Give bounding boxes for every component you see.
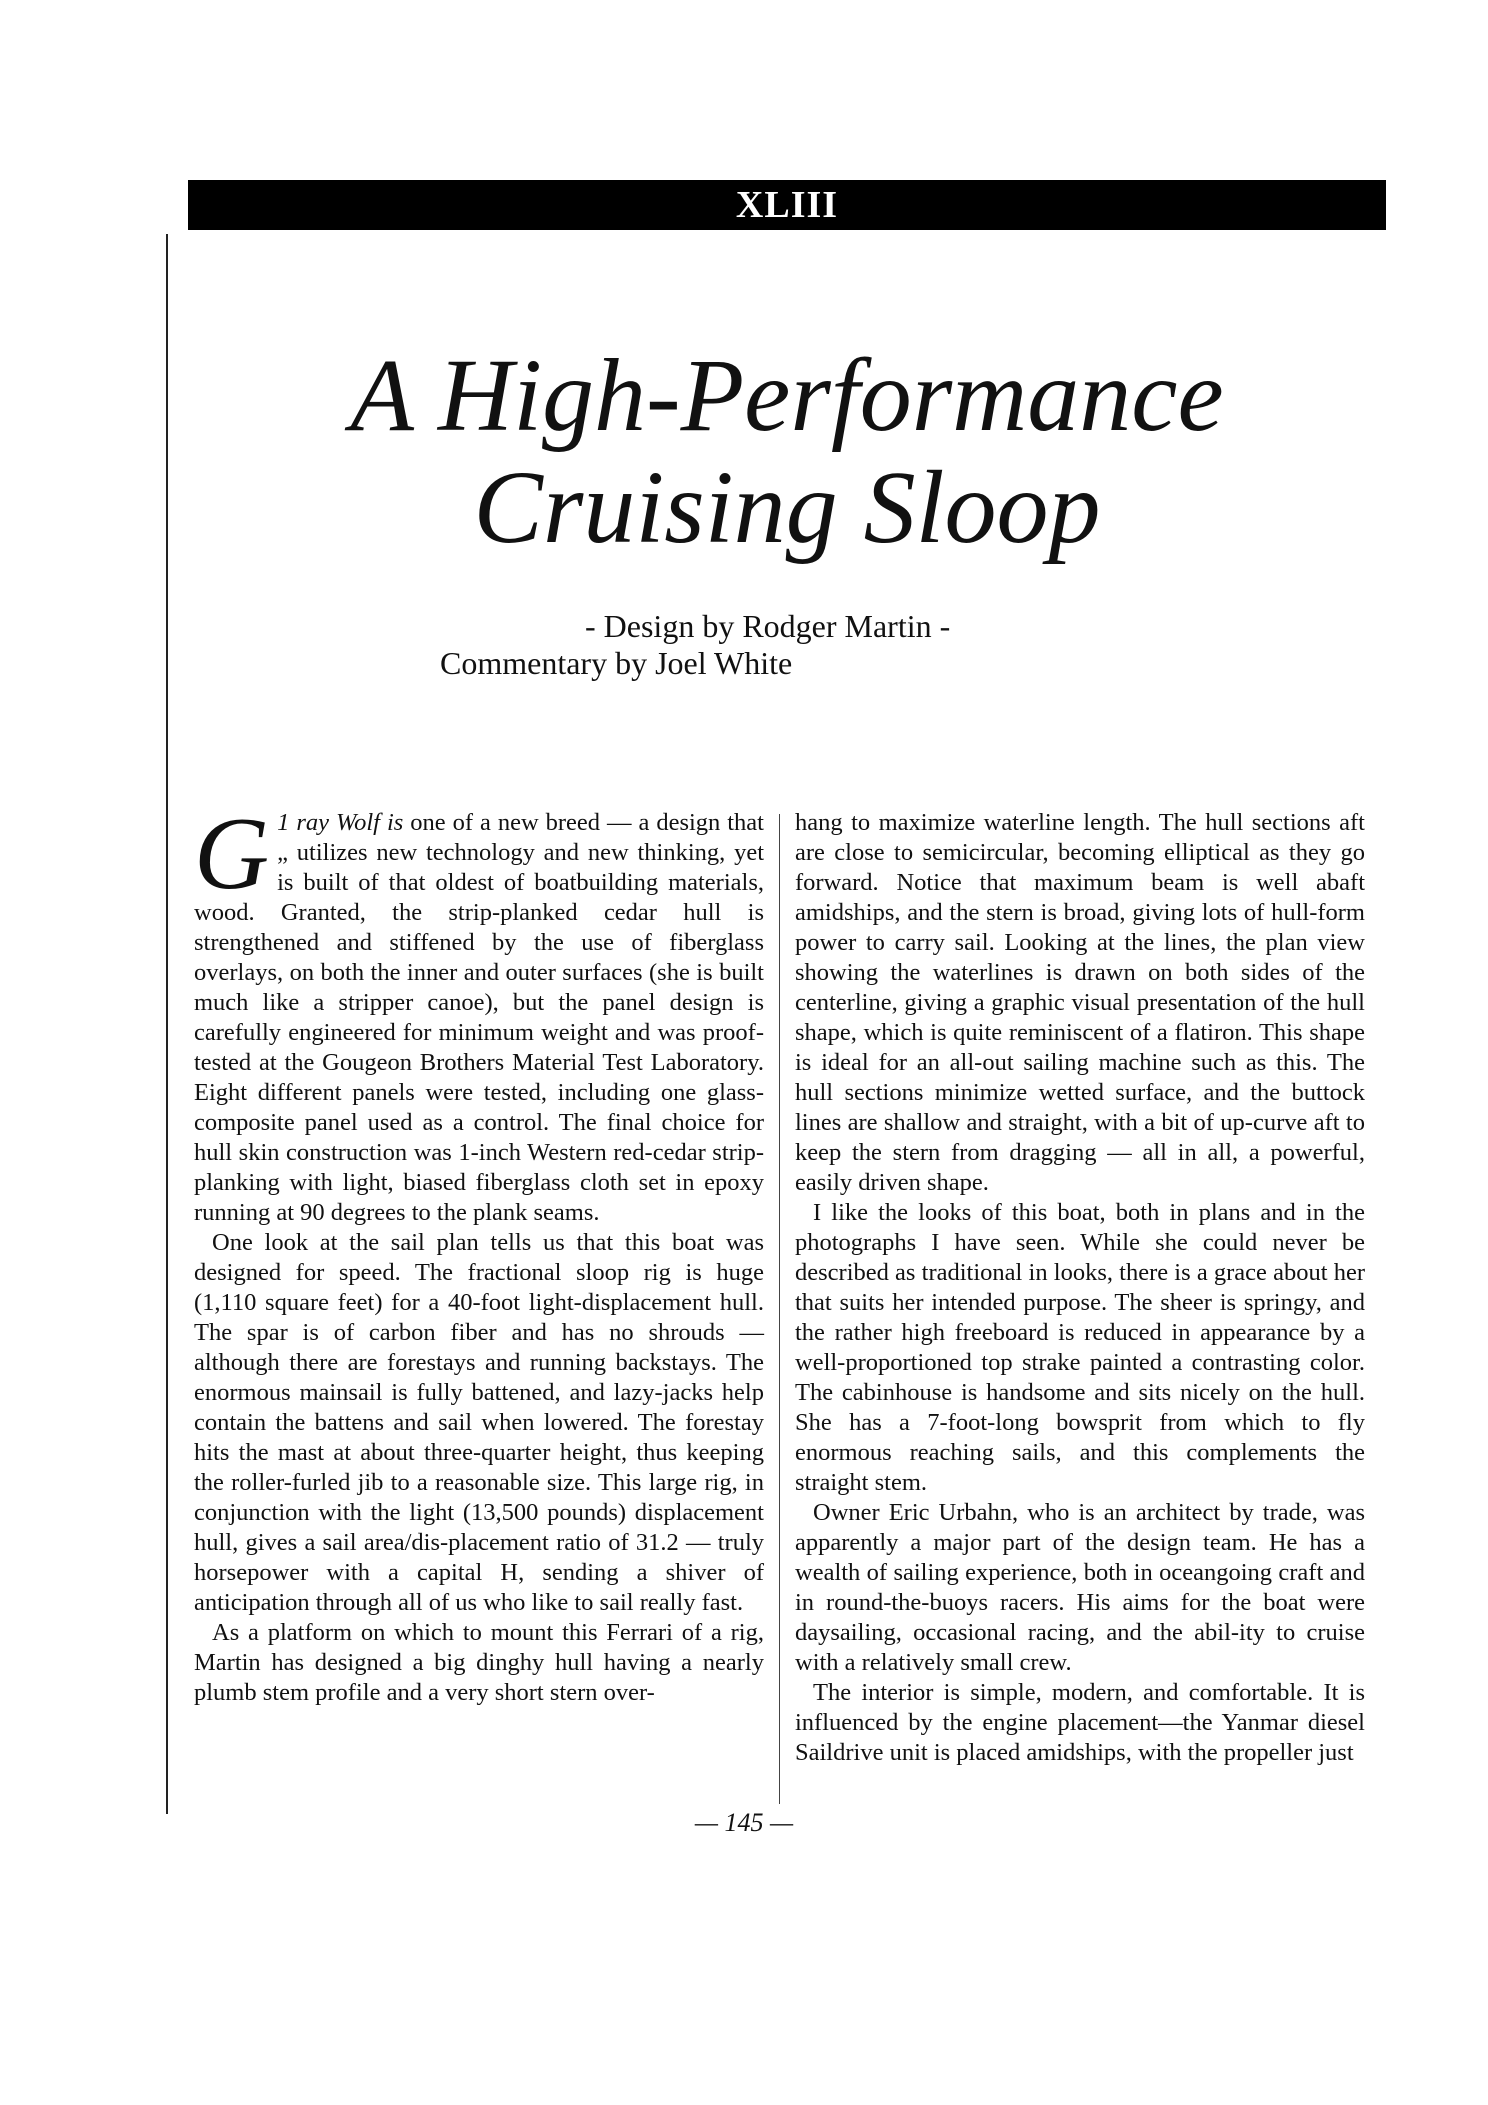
drop-cap: G [194, 796, 270, 911]
chapter-number: XLIII [735, 184, 839, 226]
margin-rule [166, 234, 168, 1814]
paragraph-2: One look at the sail plan tells us that this boat was designed for speed. The fractional sloop rig is huge (1,110 square feet) for a 40-foot light-displacement hull. The spar is of carbon fiber and has no shrouds — although there are forestays and running backstays. The enormous mainsail is fully battened, and lazy-jacks help contain the battens and sail when lowered. The forestay hits the mast at about three-quarter height, thus keeping the roller-furled jib to a reasonable size. This large rig, in conjunction with the light (13,500 pounds) displacement hull, gives a sail area/dis-placement ratio of 31.2 — truly horsepower with a capital H, sending a shiver of anticipation through all of us who like to sail really fast. [194, 1229, 764, 1616]
chapter-banner [188, 180, 1386, 230]
page-number: — 145 — [694, 1808, 794, 1837]
lead-italic: 1 ray Wolf is [277, 809, 404, 836]
paragraph-3-start: As a platform on which to mount this Ferrari of a rig, Martin has designed a big dinghy hull having a nearly plumb stem profile and a very short stern over- [194, 1619, 764, 1706]
paragraph-6: The interior is simple, modern, and comfortable. It is influenced by the engine placement—the Yanmar diesel Saildrive unit is placed amidships, with the propeller just [795, 1679, 1365, 1766]
paragraph-4: I like the looks of this boat, both in plans and in the photographs I have seen. While she could never be described as traditional in looks, there is a grace about her that suits her intended purpose. The sheer is springy, and the rather high freeboard is reduced in appearance by a well-proportioned top strake painted a contrasting color. The cabinhouse is handsome and sits nicely on the hull. She has a 7-foot-long bowsprit from which to fly enormous reaching sails, and this complements the straight stem. [795, 1199, 1365, 1496]
text-column-left [194, 796, 764, 1708]
commentary-byline: Commentary by Joel White [440, 645, 793, 681]
column-divider [779, 814, 780, 1804]
paragraph-5: Owner Eric Urbahn, who is an architect by trade, was apparently a major part of the design team. He has a wealth of sailing experience, both in oceangoing craft and in round-the-buoys racers. His aims for the boat were daysailing, occasional racing, and the abil-ity to cruise with a relatively small crew. [795, 1499, 1365, 1676]
paragraph-1-text: one of a new breed — a design that „ utilizes new technology and new thinking, yet is built of that oldest of boatbuilding materials, wood. Granted, the strip-planked cedar hull is strengthened and stiffened by the use of fiberglass overlays, on both the inner and outer surfaces (she is built much like a stripper canoe), but the panel design is carefully engineered for minimum weight and was proof-tested at the Gougeon Brothers Material Test Laboratory. Eight different panels were tested, including one glass-composite panel used as a control. The final choice for hull skin construction was 1-inch Western red-cedar strip-planking with light, biased fiberglass cloth set in epoxy running at 90 degrees to the plank seams. [194, 809, 764, 1226]
text-column-right [795, 808, 1365, 1768]
paragraph-3-continued: hang to maximize waterline length. The hull sections aft are close to semicircular, becoming elliptical as they go forward. Notice that maximum beam is well abaft amidships, and the stern is broad, giving lots of hull-form power to carry sail. Looking at the lines, the plan view showing the waterlines is drawn on both sides of the centerline, giving a graphic visual presentation of the hull shape, which is quite reminiscent of a flatiron. This shape is ideal for an all-out sailing machine such as this. The hull sections minimize wetted surface, and the buttock lines are shallow and straight, with a bit of up-curve aft to keep the stern from dragging — all in all, a powerful, easily driven shape. [795, 809, 1365, 1196]
title-line-2: Cruising Sloop [473, 450, 1101, 565]
title-line-1: A High-Performance [350, 338, 1224, 453]
article-title [188, 340, 1386, 564]
paragraph-1 [194, 796, 764, 1228]
design-byline: - Design by Rodger Martin - [585, 608, 951, 644]
